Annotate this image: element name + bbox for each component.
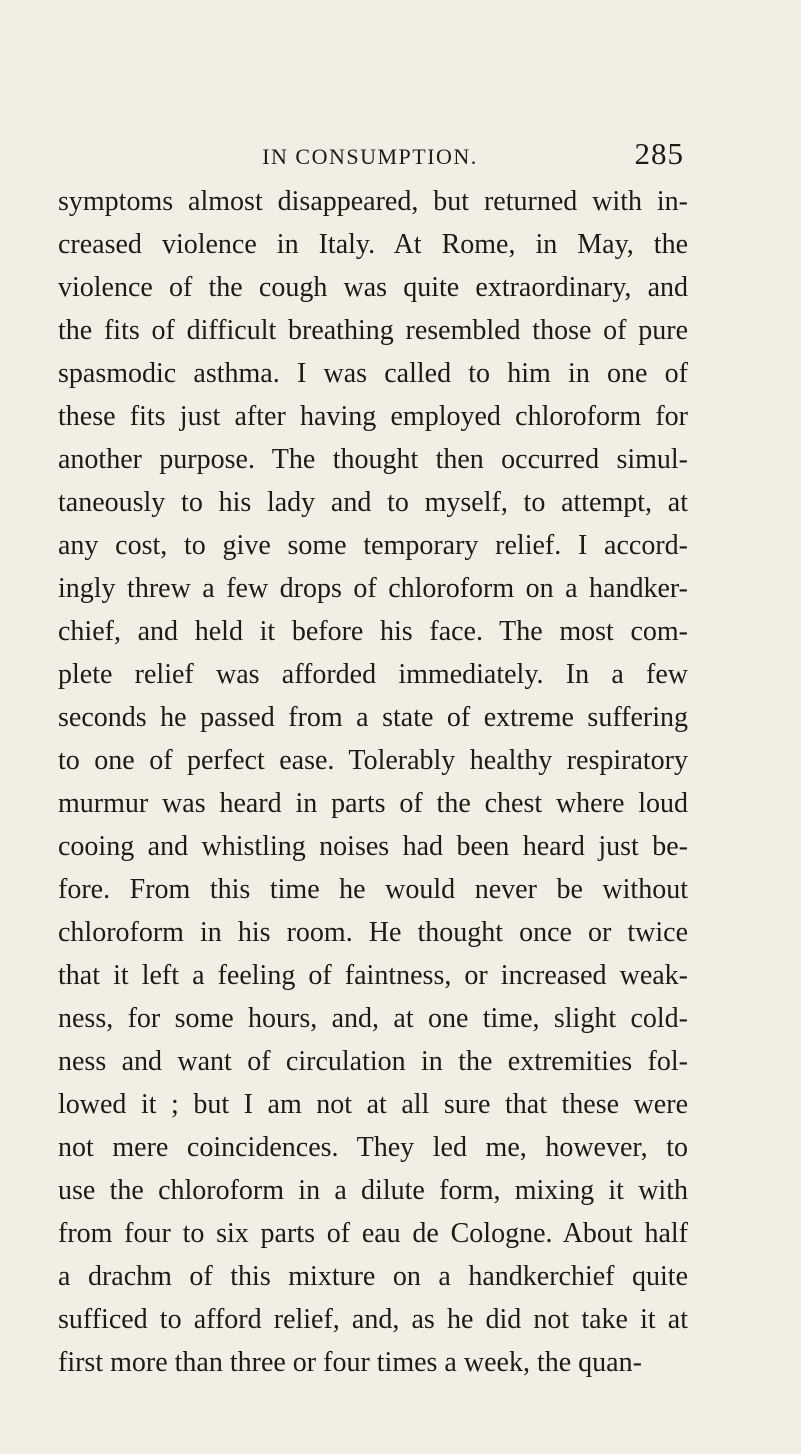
text-line: that it left a feeling of faintness, or increased weak- <box>58 960 688 991</box>
text-line: ness and want of circulation in the extremities fol- <box>58 1046 688 1077</box>
text-line: murmur was heard in parts of the chest where loud <box>58 788 688 819</box>
running-title: IN CONSUMPTION. <box>262 144 478 169</box>
text-line: these fits just after having employed chloroform for <box>58 401 688 432</box>
text-line: creased violence in Italy. At Rome, in May, the <box>58 229 688 260</box>
text-line: the fits of difficult breathing resembled those of pure <box>58 315 688 346</box>
text-line: cooing and whistling noises had been heard just be- <box>58 831 688 862</box>
text-line: not mere coincidences. They led me, however, to <box>58 1132 688 1163</box>
text-line: seconds he passed from a state of extreme suffering <box>58 702 688 733</box>
text-line: any cost, to give some temporary relief. I accord- <box>58 530 688 561</box>
text-line: violence of the cough was quite extraordinary, and <box>58 272 688 303</box>
text-line: first more than three or four times a week, the quan- <box>58 1347 642 1378</box>
text-line: to one of perfect ease. Tolerably healthy respiratory <box>58 745 688 776</box>
text-line: ingly threw a few drops of chloroform on a handker- <box>58 573 688 604</box>
text-line: plete relief was afforded immediately. In a few <box>58 659 688 690</box>
text-line: ness, for some hours, and, at one time, slight cold- <box>58 1003 688 1034</box>
text-line: fore. From this time he would never be without <box>58 874 688 905</box>
text-line: spasmodic asthma. I was called to him in one of <box>58 358 688 389</box>
text-line: symptoms almost disappeared, but returned with in- <box>58 186 688 217</box>
text-line: chloroform in his room. He thought once or twice <box>58 917 688 948</box>
running-head <box>56 136 684 176</box>
text-line: use the chloroform in a dilute form, mixing it with <box>58 1175 688 1206</box>
text-line: lowed it ; but I am not at all sure that these were <box>58 1089 688 1120</box>
body-text <box>58 180 688 1384</box>
text-line: taneously to his lady and to myself, to attempt, at <box>58 487 688 518</box>
text-line: another purpose. The thought then occurred simul- <box>58 444 688 475</box>
text-line: sufficed to afford relief, and, as he did not take it at <box>58 1304 688 1335</box>
text-line: from four to six parts of eau de Cologne. About half <box>58 1218 688 1249</box>
page-number: 285 <box>634 136 684 171</box>
text-line: a drachm of this mixture on a handkerchief quite <box>58 1261 688 1292</box>
text-line: chief, and held it before his face. The most com- <box>58 616 688 647</box>
